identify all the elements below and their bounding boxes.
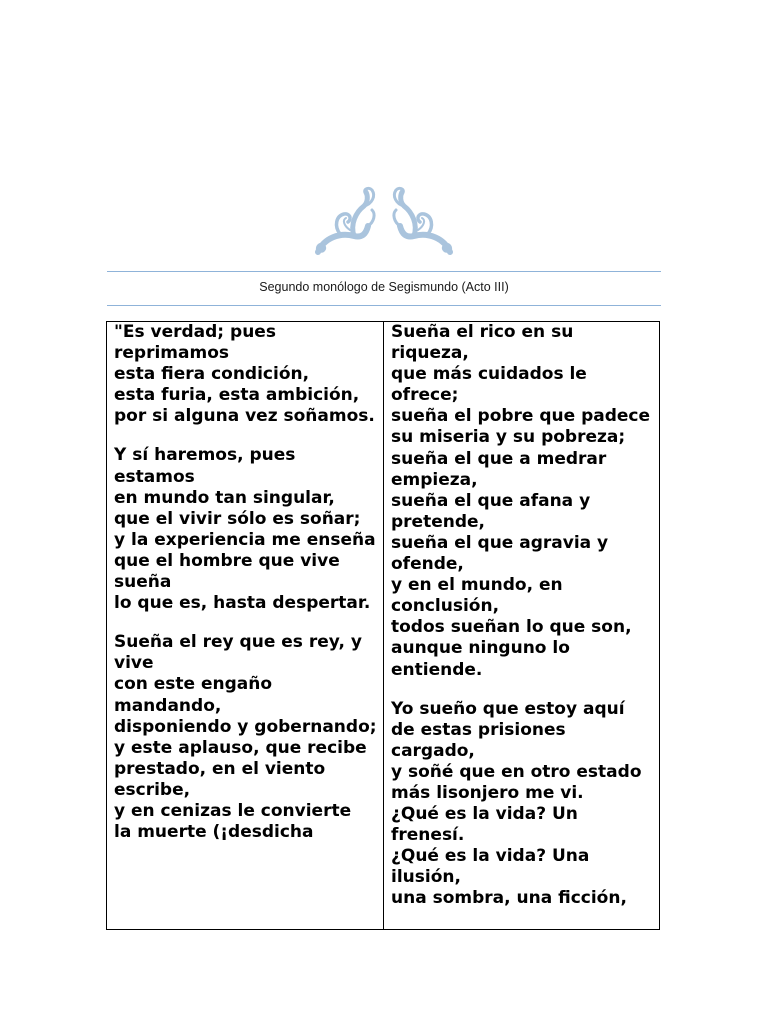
poem-column-left [107, 322, 384, 929]
verse-line: y este aplauso, que recibe [114, 737, 367, 758]
verse-line: con este engaño mandando, [114, 674, 273, 716]
verse-line: más lisonjero me vi. [391, 782, 584, 803]
verse-line: por si alguna vez soñamos. [114, 406, 375, 427]
verse-line: y en cenizas le convierte [114, 800, 352, 821]
verse-line: Y sí haremos, pues estamos [114, 445, 296, 487]
header-bottom-rule [107, 305, 661, 306]
verse-line: que el vivir sólo es soñar; [114, 508, 361, 529]
verse-line: sueña el que a medrar empieza, [391, 448, 607, 490]
verse-line: aunque ninguno lo entiende. [391, 638, 570, 680]
verse-line: esta furia, esta ambición, [114, 385, 360, 406]
verse-line: esta fiera condición, [114, 364, 310, 385]
verse-line: Sueña el rico en su riqueza, [391, 322, 574, 364]
verse-line: la muerte (¡desdicha [114, 822, 314, 843]
stanza [391, 322, 653, 681]
verse-line: sueña el que afana y pretende, [391, 490, 591, 532]
stanza [114, 632, 377, 843]
document-caption: Segundo monólogo de Segismundo (Acto III) [259, 280, 509, 294]
verse-line: que el hombre que vive sueña [114, 550, 340, 593]
poem-table [106, 321, 660, 930]
verse-line: en mundo tan singular, [114, 487, 335, 508]
header-top-rule [107, 271, 661, 272]
stanza [391, 699, 653, 910]
verse-line: "Es verdad; pues reprimamos [114, 322, 276, 364]
stanza [114, 322, 377, 427]
poem-column-right [384, 322, 659, 929]
verse-line: de estas prisiones cargado, [391, 719, 566, 761]
verse-line: Yo sueño que estoy aquí [391, 698, 625, 719]
verse-line: prestado, en el viento escribe, [114, 758, 326, 800]
verse-line: una sombra, una ficción, [391, 888, 627, 909]
verse-line: lo que es, hasta despertar. [114, 593, 371, 614]
verse-line: todos sueñan lo que son, [391, 617, 632, 638]
verse-line: ¿Qué es la vida? Un frenesí. [391, 804, 578, 846]
verse-line: sueña el que agravia y ofende, [391, 532, 609, 575]
flourish-ornament-icon [310, 186, 458, 260]
verse-line: que más cuidados le ofrece; [391, 364, 587, 406]
verse-line: y soñé que en otro estado [391, 761, 642, 782]
verse-line: y en el mundo, en conclusión, [391, 575, 563, 617]
verse-line: disponiendo y gobernando; [114, 716, 377, 737]
verse-line: y la experiencia me enseña [114, 529, 376, 550]
stanza [114, 445, 377, 614]
verse-line: su miseria y su pobreza; [391, 427, 626, 448]
verse-line: Sueña el rey que es rey, y vive [114, 632, 362, 674]
verse-line: ¿Qué es la vida? Una ilusión, [391, 846, 590, 888]
verse-line: sueña el pobre que padece [391, 406, 651, 427]
